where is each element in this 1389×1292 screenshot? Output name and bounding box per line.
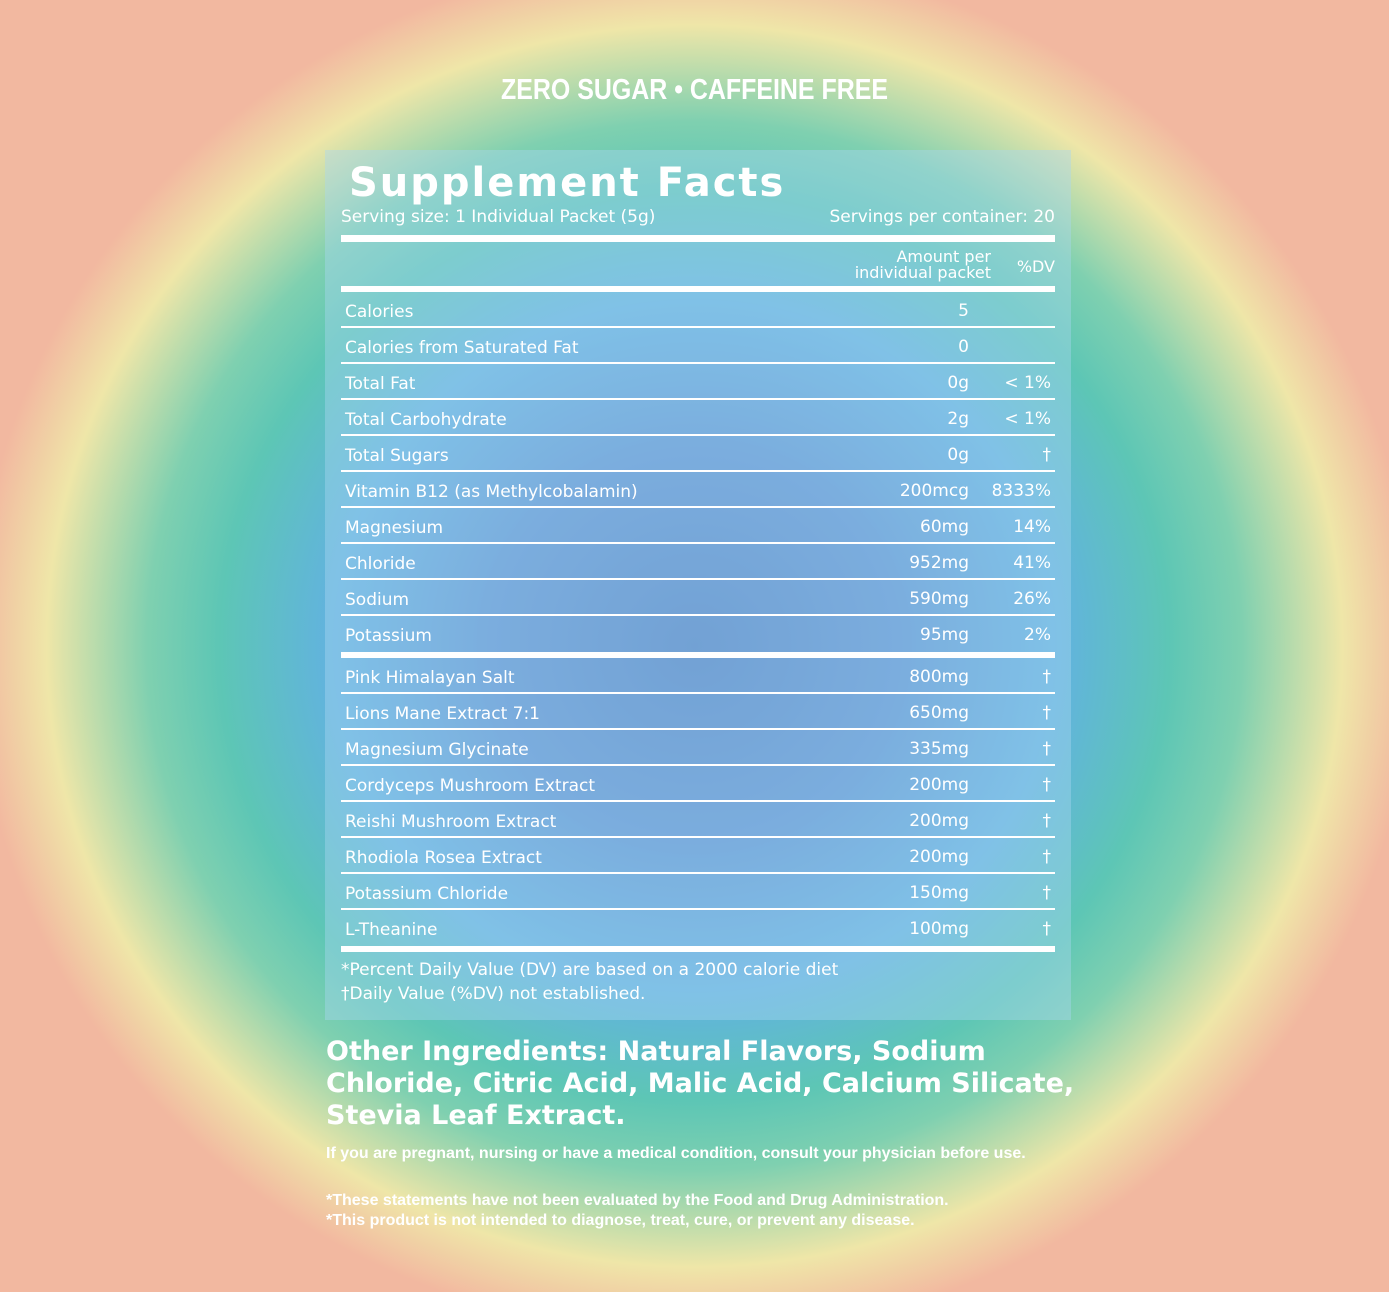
row-name: Total Fat [345, 374, 416, 394]
row-amount: 650mg [909, 703, 969, 723]
row-name: Lions Mane Extract 7:1 [345, 704, 541, 724]
row-dv: † [1042, 919, 1051, 939]
footnotes [341, 958, 1055, 1006]
row-amount: 590mg [909, 589, 969, 609]
row-amount: 150mg [909, 883, 969, 903]
amount-header-line1: Amount per [896, 247, 991, 266]
table-row [341, 802, 1055, 838]
dv-column-header: %DV [1016, 257, 1055, 276]
other-ingredients: Other Ingredients: Natural Flavors, Sodium Chloride, Citric Acid, Malic Acid, Calcium Silicate, Stevia Leaf Extract. [326, 1036, 1075, 1131]
nutrient-list [341, 292, 1055, 652]
row-amount: 200mg [909, 775, 969, 795]
table-row [341, 694, 1055, 730]
table-row [341, 730, 1055, 766]
table-row [341, 364, 1055, 400]
row-dv: † [1042, 847, 1051, 867]
row-name: Total Carbohydrate [345, 410, 507, 430]
row-name: Rhodiola Rosea Extract [345, 848, 542, 868]
row-amount: 5 [958, 301, 969, 321]
row-dv: † [1042, 775, 1051, 795]
table-row [341, 580, 1055, 616]
row-name: Vitamin B12 (as Methylcobalamin) [345, 482, 638, 502]
table-row [341, 910, 1055, 946]
row-name: Sodium [345, 590, 410, 610]
row-name: Calories [345, 302, 414, 322]
row-name: Total Sugars [345, 446, 449, 466]
serving-size: Serving size: 1 Individual Packet (5g) [341, 207, 656, 227]
row-name: Cordyceps Mushroom Extract [345, 776, 596, 796]
row-name: Potassium Chloride [345, 884, 509, 904]
row-amount: 335mg [909, 739, 969, 759]
footnote-dv: *Percent Daily Value (DV) are based on a 2000 calorie diet [341, 960, 839, 980]
headline: ZERO SUGAR • CAFFEINE FREE [500, 74, 888, 106]
row-amount: 2g [947, 409, 969, 429]
ingredient-list [341, 658, 1055, 946]
row-amount: 100mg [909, 919, 969, 939]
table-row [341, 838, 1055, 874]
fda-disclaimer [326, 1191, 1086, 1231]
table-row [341, 400, 1055, 436]
row-amount: 200mg [909, 811, 969, 831]
amount-header-line2: individual packet [854, 263, 991, 282]
table-row [341, 874, 1055, 910]
row-amount: 800mg [909, 667, 969, 687]
row-dv: † [1042, 883, 1051, 903]
table-row [341, 658, 1055, 694]
table-row [341, 508, 1055, 544]
row-dv: † [1042, 667, 1051, 687]
row-name: Magnesium [345, 518, 444, 538]
divider-thick [341, 235, 1055, 242]
facts-title: Supplement Facts [349, 160, 786, 206]
amount-column-header [855, 249, 991, 281]
row-dv: † [1042, 811, 1051, 831]
pregnancy-warning: If you are pregnant, nursing or have a medical condition, consult your physician before use. [326, 1145, 1026, 1162]
supplement-facts-panel [325, 150, 1071, 1020]
footnote-dagger: †Daily Value (%DV) not established. [341, 984, 646, 1004]
row-name: Calories from Saturated Fat [345, 338, 579, 358]
row-dv: 41% [1013, 553, 1051, 573]
row-name: Potassium [345, 626, 432, 646]
row-amount: 0g [947, 445, 969, 465]
row-amount: 0g [947, 373, 969, 393]
row-name: Pink Himalayan Salt [345, 668, 515, 688]
row-name: Magnesium Glycinate [345, 740, 529, 760]
row-amount: 200mg [909, 847, 969, 867]
row-dv: 26% [1013, 589, 1051, 609]
column-headers [341, 242, 1055, 286]
table-row [341, 436, 1055, 472]
row-dv: 2% [1024, 625, 1051, 645]
table-row [341, 544, 1055, 580]
table-row [341, 292, 1055, 328]
row-name: L-Theanine [345, 920, 438, 940]
table-row [341, 616, 1055, 652]
row-amount: 0 [958, 337, 969, 357]
row-dv: 8333% [991, 481, 1051, 501]
row-dv: 14% [1013, 517, 1051, 537]
row-amount: 200mcg [899, 481, 969, 501]
table-row [341, 328, 1055, 364]
servings-per-container: Servings per container: 20 [829, 207, 1055, 227]
row-amount: 60mg [920, 517, 969, 537]
row-dv: † [1042, 703, 1051, 723]
row-dv: † [1042, 445, 1051, 465]
row-name: Reishi Mushroom Extract [345, 812, 557, 832]
table-row [341, 472, 1055, 508]
row-dv: < 1% [1004, 373, 1051, 393]
fda-disclaimer-line2: *This product is not intended to diagnose, treat, cure, or prevent any disease. [326, 1212, 915, 1229]
divider-bottom [341, 946, 1055, 952]
row-dv: < 1% [1004, 409, 1051, 429]
row-amount: 952mg [909, 553, 969, 573]
table-row [341, 766, 1055, 802]
row-dv: † [1042, 739, 1051, 759]
serving-info [341, 206, 1055, 228]
fda-disclaimer-line1: *These statements have not been evaluated by the Food and Drug Administration. [326, 1192, 949, 1209]
row-amount: 95mg [920, 625, 969, 645]
row-name: Chloride [345, 554, 416, 574]
